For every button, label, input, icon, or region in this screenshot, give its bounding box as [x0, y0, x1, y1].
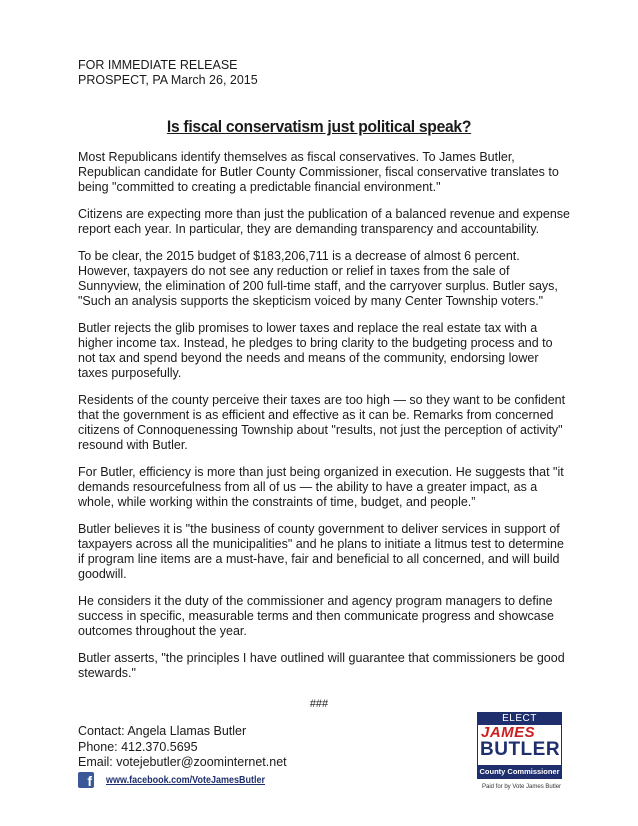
- facebook-link[interactable]: www.facebook.com/VoteJamesButler: [106, 774, 266, 786]
- facebook-row: [78, 772, 283, 788]
- paragraph-7: Butler believes it is "the business of county government to deliver services in support of taxpayers across all the municipalities" and he plans to initiate a litmus test to determine if program line items are a must-have, fair and beneficial to all concerned, and will build goodwill.: [78, 522, 564, 581]
- paragraph-4: Butler rejects the glib promises to lower taxes and replace the real estate tax with a higher income tax. Instead, he pledges to bring clarity to the budgeting process and to not tax and spend beyond the needs and means of the community, endorsing lower taxes purposefully.: [78, 321, 553, 380]
- logo-elect: ELECT: [478, 713, 561, 725]
- release-header: [78, 58, 258, 88]
- headline: Is fiscal conservatism just political speak?: [166, 117, 472, 136]
- paragraph-5: Residents of the county perceive their taxes are too high — so they want to be confident that the government is as efficient and effective as it can be. Remarks from concerned citizens of Connoquenessing Township about "results, not just the perception of activity" resound with Butler.: [78, 393, 566, 452]
- paid-for-disclaimer: Paid for by Vote James Butler: [482, 784, 562, 790]
- paragraph-3: To be clear, the 2015 budget of $183,206,711 is a decrease of almost 6 percent. However, taxpayers do not see any reduction or relief in taxes from the sale of Sunnyview, the elimination of 200 full-time staff, and the carryover surplus. Butler says, "Such an analysis supports the skepticism voiced by many Center Township voters.": [78, 249, 558, 308]
- contact-block: [78, 724, 287, 771]
- contact-phone: Phone: 412.370.5695: [78, 739, 198, 754]
- release-label: FOR IMMEDIATE RELEASE: [78, 58, 238, 72]
- body-text: [78, 150, 570, 693]
- end-marker: ###: [309, 698, 329, 710]
- contact-email[interactable]: Email: votejebutler@zoominternet.net: [78, 755, 287, 769]
- dateline: PROSPECT, PA March 26, 2015: [78, 73, 258, 87]
- logo-last-name: BUTLER: [480, 739, 561, 760]
- paragraph-9: Butler asserts, "the principles I have outlined will guarantee that commissioners be good stewards.": [78, 651, 565, 680]
- paragraph-1: Most Republicans identify themselves as fiscal conservatives. To James Butler, Republican candidate for Butler County Commissioner, fiscal conservative translates to being "committed to creating a predictable financial environment.": [78, 150, 559, 194]
- logo-office: County Commissioner: [479, 767, 560, 776]
- paragraph-8: He considers it the duty of the commissioner and agency program managers to define success in specific, measurable terms and then communicate progress and showcase outcomes throughout the year.: [78, 594, 554, 638]
- facebook-icon[interactable]: f: [78, 772, 94, 788]
- logo-first-name: JAMES: [481, 724, 536, 741]
- paragraph-6: For Butler, efficiency is more than just being organized in execution. He suggests that "it demands resourcefulness from all of us — the ability to have a greater impact, as a whole, while working within the constraints of time, budget, and people.”: [78, 465, 564, 509]
- paragraph-2: Citizens are expecting more than just the publication of a balanced revenue and expense report each year. In particular, they are demanding transparency and accountability.: [78, 207, 570, 236]
- contact-name: Contact: Angela Llamas Butler: [78, 724, 247, 738]
- campaign-logo: [477, 712, 562, 779]
